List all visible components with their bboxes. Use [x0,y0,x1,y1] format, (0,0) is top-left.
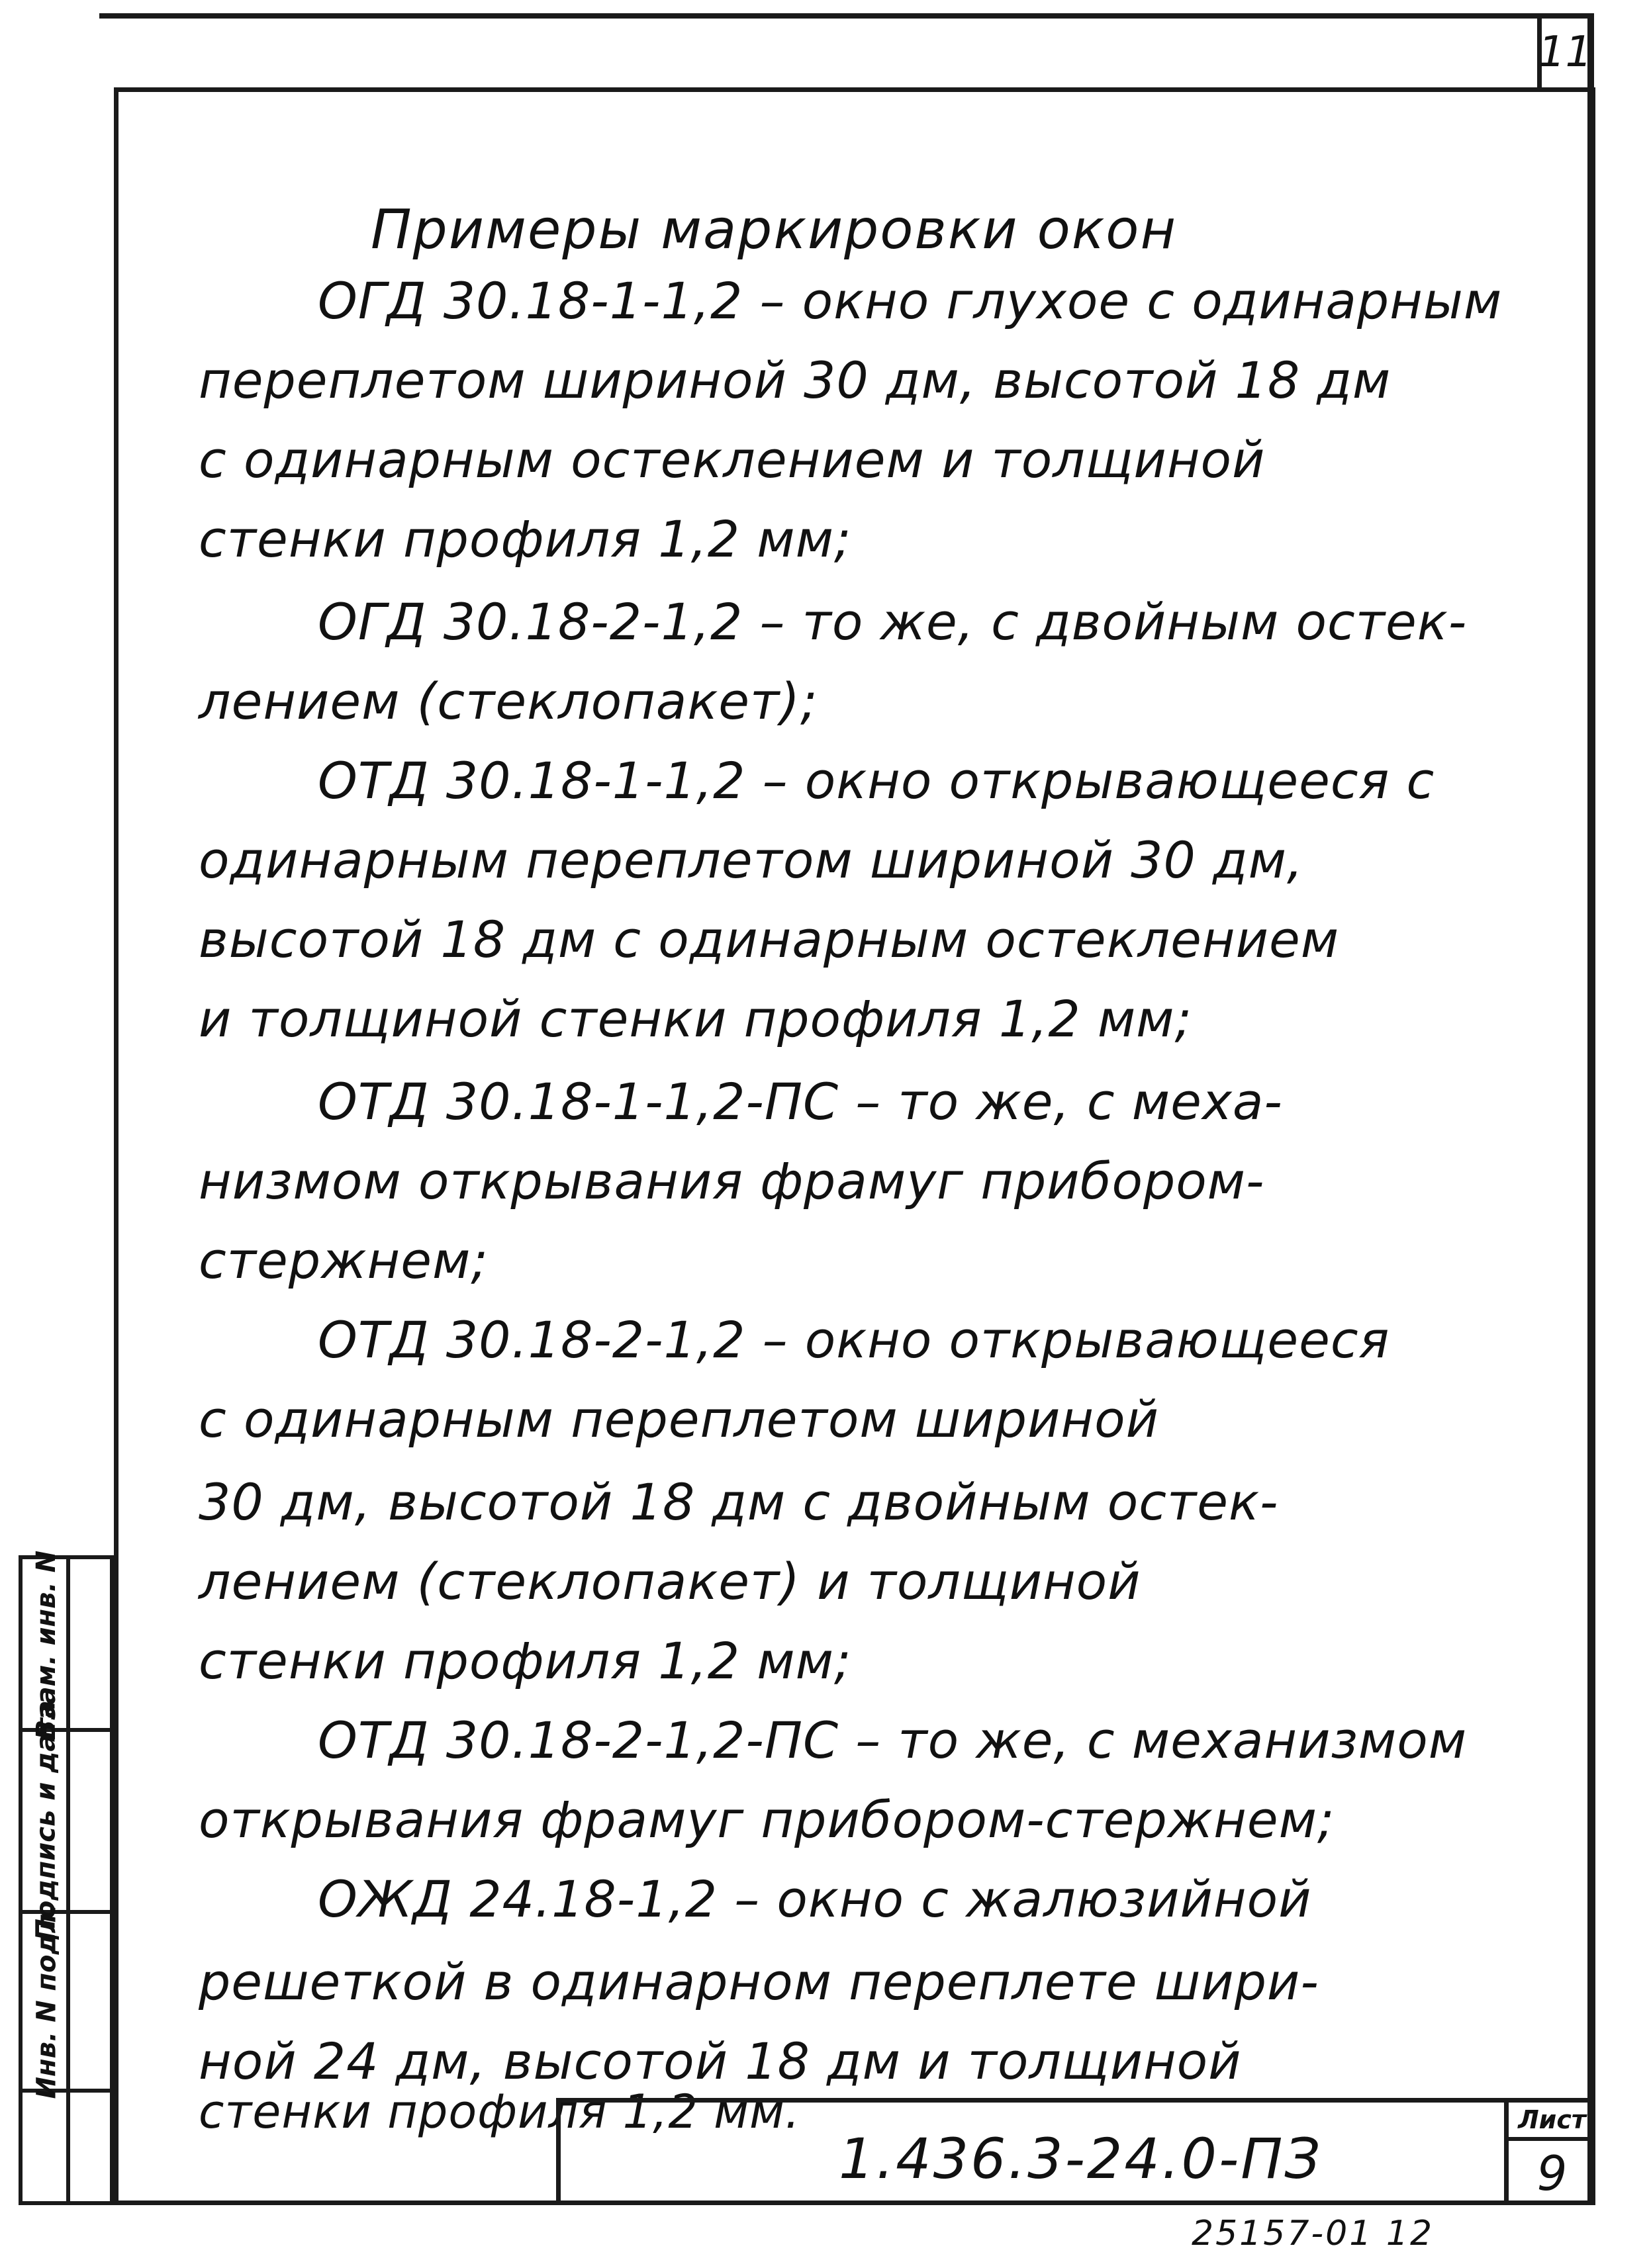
side-label-inv-no: Взам. инв. N [31,1550,62,1741]
text-line: ОГД 30.18-2-1,2 – то же, с двойным остек- [318,592,1468,651]
text-line: ной 24 дм, высотой 18 дм и толщиной [199,2032,1242,2091]
text-line: ОЖД 24.18-1,2 – окно с жалюзийной [318,1870,1312,1928]
text-line: ОГД 30.18-1-1,2 – окно глухое с одинарным [318,271,1503,330]
document-code: 1.436.3-24.0-ПЗ [839,2126,1323,2191]
text-line: с одинарным остеклением и толщиной [199,430,1266,489]
text-line: стенки профиля 1,2 мм; [199,510,852,568]
text-line: низмом открывания фрамуг прибором- [199,1152,1265,1210]
sheet-number: 9 [1536,2146,1568,2201]
side-label-inv-orig: Инв. N подл. [31,1903,62,2099]
text-line: решеткой в одинарном переплете шири- [199,1952,1319,2011]
text-line: стенки профиля 1,2 мм. [199,2085,801,2139]
text-line: лением (стеклопакет); [199,672,818,731]
text-line: 30 дм, высотой 18 дм с двойным остек- [199,1473,1279,1531]
text-line: лением (стеклопакет) и толщиной [199,1552,1141,1611]
page-number-box [1537,13,1593,91]
title-block [556,2098,1595,2205]
text-line: стержнем; [199,1231,489,1290]
page-number: 11 [1538,28,1593,77]
top-border-line [99,13,1589,19]
sheet-cell [1504,2103,1595,2205]
text-line: ОТД 30.18-2-1,2-ПС – то же, с механизмом [318,1711,1468,1770]
side-stamp-strip [19,1550,114,2205]
text-line: высотой 18 дм с одинарным остеклением [199,910,1340,969]
page-title: Примеры маркировки окон [371,199,1178,261]
sheet-label: Лист [1509,2103,1595,2141]
text-line: одинарным переплетом шириной 30 дм, [199,831,1304,889]
text-line: стенки профиля 1,2 мм; [199,1631,852,1690]
text-line: ОТД 30.18-1-1,2-ПС – то же, с меха- [318,1072,1283,1131]
text-line: переплетом шириной 30 дм, высотой 18 дм [199,351,1392,410]
archive-number: 25157-01 12 [1192,2214,1435,2253]
text-line: с одинарным переплетом шириной [199,1390,1159,1449]
text-line: ОТД 30.18-1-1,2 – окно открывающееся с [318,751,1435,810]
text-line: ОТД 30.18-2-1,2 – окно открывающееся [318,1310,1390,1369]
text-line: и толщиной стенки профиля 1,2 мм; [199,989,1193,1048]
side-label-signature-date: Подпись и дата [31,1700,62,1941]
text-line: открывания фрамуг прибором-стержнем; [199,1790,1335,1849]
